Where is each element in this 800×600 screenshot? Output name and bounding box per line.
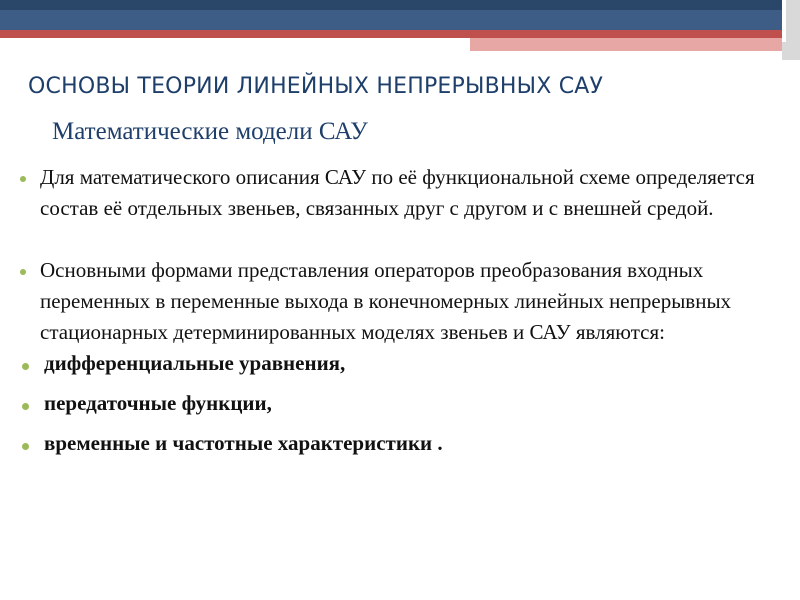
slide-subtitle: Математические модели САУ — [52, 118, 368, 145]
bold-list — [20, 348, 780, 459]
bullet-dot-icon — [22, 363, 29, 370]
header-red-stripe — [0, 30, 782, 38]
list-item — [20, 348, 780, 379]
list-item-text: временные и частотные характеристики . — [44, 431, 443, 455]
bullet-paragraph-1 — [20, 162, 780, 224]
list-item — [20, 428, 780, 459]
bullet-dot-icon — [20, 176, 26, 182]
bullet-dot-icon — [22, 443, 29, 450]
paragraph-2-text: Основными формами представления операторов преобразования входных переменных в переменные выхода в конечномерных линейных непрерывных стационарных детерминированных моделях звеньев и САУ являются: — [40, 258, 732, 344]
header-pink-stripe — [470, 38, 782, 51]
bullet-dot-icon — [20, 269, 26, 275]
list-item-text: дифференциальные уравнения, — [44, 351, 346, 375]
paragraph-1-text: Для математического описания САУ по её функциональной схеме определяется состав её отдельных звеньев, связанных друг с другом и с внешней средой. — [40, 165, 755, 220]
bullet-dot-icon — [22, 403, 29, 410]
list-item-text: передаточные функции, — [44, 391, 272, 415]
slide-content — [20, 162, 780, 468]
slide-title: ОСНОВЫ ТЕОРИИ ЛИНЕЙНЫХ НЕПРЕРЫВНЫХ САУ — [28, 74, 604, 99]
header-band-dark — [0, 0, 800, 10]
list-item — [20, 388, 780, 419]
bullet-paragraph-2 — [20, 255, 780, 348]
header-edge-inner — [782, 0, 786, 42]
